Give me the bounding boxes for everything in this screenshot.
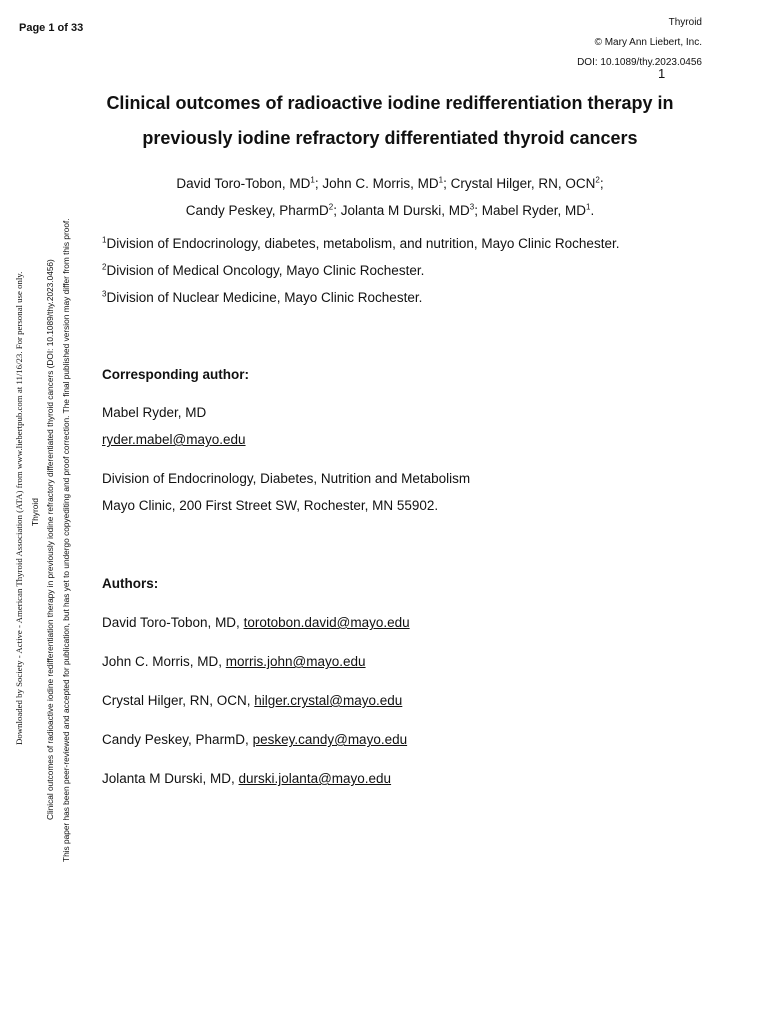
corresponding-name: Mabel Ryder, MD (102, 405, 207, 420)
affiliation-text: Division of Medical Oncology, Mayo Clinic Rochester. (106, 263, 425, 278)
author-email-link[interactable]: durski.jolanta@mayo.edu (238, 771, 392, 786)
author-name: Crystal Hilger, RN, OCN (450, 176, 596, 191)
affiliation-2 (102, 263, 424, 278)
author-name: David Toro-Tobon, MD (176, 176, 311, 191)
author-separator: ; (333, 203, 341, 218)
author-email-link[interactable]: torotobon.david@mayo.edu (243, 615, 410, 630)
author-email-link[interactable]: morris.john@mayo.edu (225, 654, 366, 669)
author-name: John C. Morris, MD (322, 176, 439, 191)
author-line (90, 170, 690, 224)
author-name: Mabel Ryder, MD (481, 203, 587, 218)
author-name: Candy Peskey, PharmD (185, 203, 329, 218)
affiliation-mark: 2 (102, 262, 107, 272)
sidebar-article-note: Clinical outcomes of radioactive iodine redifferentiation therapy in previously iodine refractory differentiated thyroid cancers (DOI: 10.1089/thy.2023.0456) (45, 259, 55, 820)
page-label: Page 1 of 33 (19, 22, 84, 34)
author-contact-name: Crystal Hilger, RN, OCN, (102, 693, 255, 708)
author-contact-name: Candy Peskey, PharmD, (102, 732, 253, 747)
copyright-notice: © Mary Ann Liebert, Inc. (594, 37, 702, 48)
author-name: Jolanta M Durski, MD (340, 203, 470, 218)
affiliation-mark: 2 (595, 175, 600, 185)
affiliation-mark: 1 (438, 175, 444, 185)
paper-title (90, 86, 690, 156)
corresponding-address-2: Mayo Clinic, 200 First Street SW, Rochester, MN 55902. (102, 498, 439, 513)
author-contact-row (102, 732, 407, 747)
author-line-1 (90, 170, 690, 197)
author-separator: . (590, 203, 595, 218)
author-separator: ; (443, 176, 451, 191)
affiliation-mark: 3 (469, 202, 475, 212)
affiliation-mark: 3 (102, 289, 107, 299)
author-contact-row (102, 615, 410, 630)
author-email-link[interactable]: hilger.crystal@mayo.edu (254, 693, 403, 708)
corresponding-heading: Corresponding author: (102, 367, 249, 382)
sidebar-download-note: Downloaded by Society - Active - American Thyroid Association (ATA) from www.liebertpub.com at 11/16/23. For personal use only. (14, 271, 24, 745)
author-contact-name: David Toro-Tobon, MD, (102, 615, 244, 630)
author-email-link[interactable]: peskey.candy@mayo.edu (252, 732, 408, 747)
corresponding-email-link[interactable]: ryder.mabel@mayo.edu (102, 432, 246, 447)
title-line-1: Clinical outcomes of radioactive iodine redifferentiation therapy in (106, 93, 674, 113)
affiliation-text: Division of Nuclear Medicine, Mayo Clinic Rochester. (106, 290, 423, 305)
author-contact-row (102, 654, 366, 669)
title-line-2: previously iodine refractory differentiated thyroid cancers (142, 128, 638, 148)
doi: DOI: 10.1089/thy.2023.0456 (577, 57, 702, 68)
affiliation-mark: 2 (328, 202, 334, 212)
author-contact-name: Jolanta M Durski, MD, (102, 771, 239, 786)
affiliation-3 (102, 290, 422, 305)
sidebar-journal: Thyroid (30, 498, 40, 526)
affiliation-1 (102, 236, 619, 251)
author-separator: ; (314, 176, 323, 191)
affiliation-text: Division of Endocrinology, diabetes, metabolism, and nutrition, Mayo Clinic Rochester. (106, 236, 620, 251)
author-contact-row (102, 771, 391, 786)
author-contact-name: John C. Morris, MD, (102, 654, 226, 669)
authors-heading: Authors: (102, 576, 159, 591)
sidebar-disclaimer: This paper has been peer-reviewed and accepted for publication, but has yet to undergo copyediting and proof correction. The final published version may differ from this proof. (61, 218, 71, 862)
author-line-2 (90, 197, 690, 224)
affiliation-mark: 1 (310, 175, 315, 185)
journal-header (577, 13, 702, 73)
author-contact-row (102, 693, 402, 708)
author-separator: ; (474, 203, 482, 218)
author-separator: ; (599, 176, 604, 191)
affiliation-mark: 1 (586, 202, 591, 212)
affiliation-mark: 1 (102, 235, 107, 245)
page-index: 1 (658, 66, 666, 81)
corresponding-email-row (102, 432, 246, 447)
corresponding-address-1: Division of Endocrinology, Diabetes, Nutrition and Metabolism (102, 471, 471, 486)
journal-name: Thyroid (668, 17, 702, 28)
